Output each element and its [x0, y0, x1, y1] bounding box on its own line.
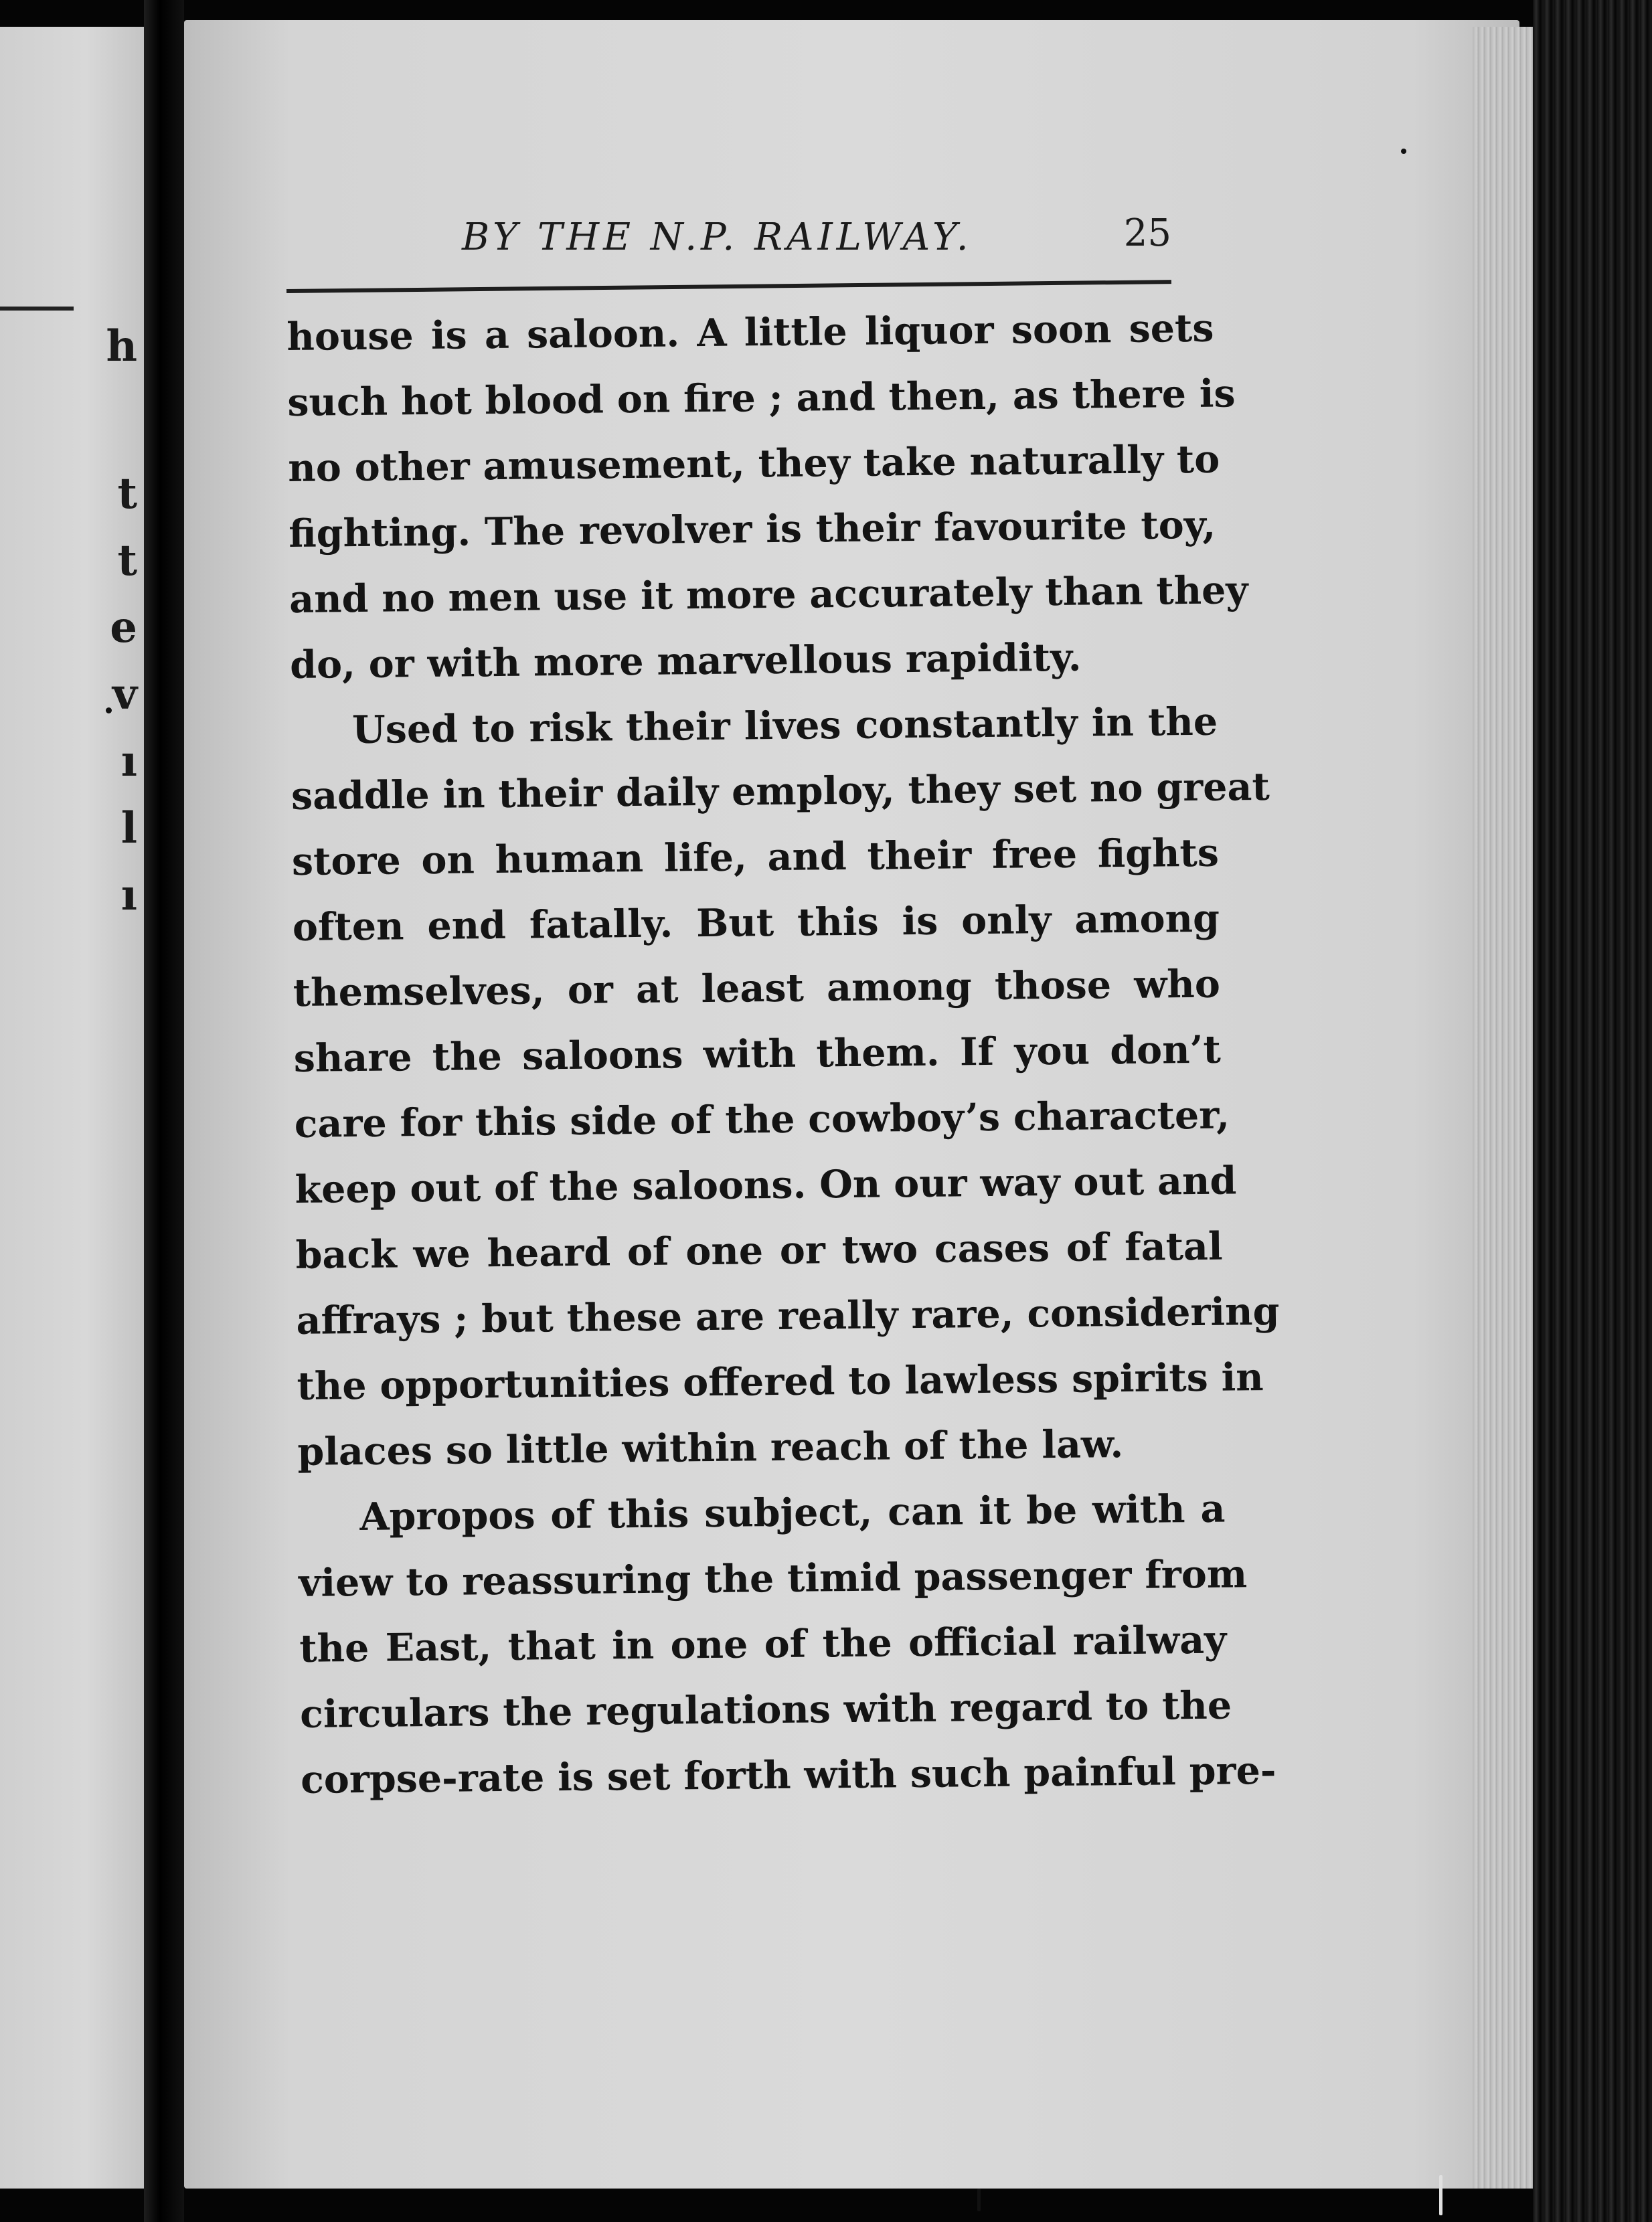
text-line: themselves, or at least among those who — [293, 961, 1221, 1015]
page-number: 25 — [1123, 211, 1171, 255]
facing-page-letter: l — [120, 803, 137, 853]
facing-page-letter: ı — [120, 736, 137, 786]
text-line: corpse-rate is set forth with such painful pre- — [300, 1747, 1276, 1802]
facing-page-rule — [0, 307, 74, 311]
book-gutter — [144, 0, 184, 2222]
running-title: BY THE N.P. RAILWAY. — [462, 216, 973, 259]
scan-speck — [1401, 149, 1406, 154]
text-line: view to reassuring the timid passenger from — [299, 1551, 1248, 1606]
paragraph — [298, 1476, 1276, 1813]
paragraph — [291, 689, 1280, 1485]
text-line: places so little within reach of the law. — [297, 1422, 1124, 1474]
facing-page-letter: v — [112, 669, 137, 719]
text-line: such hot blood on fire ; and then, as there is — [287, 371, 1236, 425]
text-line: care for this side of the cowboy’s character, — [294, 1092, 1230, 1146]
text-line: the opportunities offered to lawless spirits in — [297, 1355, 1264, 1409]
text-line: house is a saloon. A little liquor soon sets — [286, 305, 1214, 359]
text-line: the East, that in one of the official railway — [299, 1617, 1227, 1671]
facing-page-letter: ı — [120, 870, 137, 920]
facing-page-fragment — [0, 27, 144, 2189]
text-line: Apropos of this subject, can it be with a — [359, 1486, 1226, 1540]
facing-page-letter: t — [117, 468, 137, 519]
paragraph — [286, 296, 1248, 698]
text-line: often end fatally. But this is only among — [292, 895, 1220, 950]
text-line: do, or with more marvellous rapidity. — [289, 634, 1082, 687]
text-line: no other amusement, they take naturally to — [288, 436, 1220, 491]
scan-speck — [977, 2189, 981, 2211]
text-line: share the saloons with them. If you don’t — [293, 1027, 1222, 1081]
page-header — [462, 211, 1198, 276]
body-text — [286, 296, 1280, 1813]
text-line: saddle in their daily employ, they set no great — [291, 764, 1270, 819]
text-line: store on human life, and their free fights — [291, 830, 1220, 884]
text-line: and no men use it more accurately than they — [288, 568, 1248, 622]
scan-speck — [106, 707, 112, 713]
text-line: keep out of the saloons. On our way out and — [295, 1158, 1237, 1212]
facing-page-letter: t — [117, 535, 137, 586]
text-line: back we heard of one or two cases of fatal — [295, 1223, 1223, 1278]
book-cover-edge — [1533, 0, 1652, 2222]
text-line: circulars the regulations with regard to the — [299, 1683, 1232, 1737]
text-line: affrays ; but these are really rare, considering — [296, 1288, 1280, 1343]
text-line: fighting. The revolver is their favourite toy, — [288, 502, 1216, 556]
text-line: Used to risk their lives constantly in the — [351, 699, 1218, 753]
facing-page-letter: e — [110, 602, 137, 653]
scan-speck — [1439, 2175, 1442, 2215]
facing-page-letter: h — [106, 321, 137, 371]
